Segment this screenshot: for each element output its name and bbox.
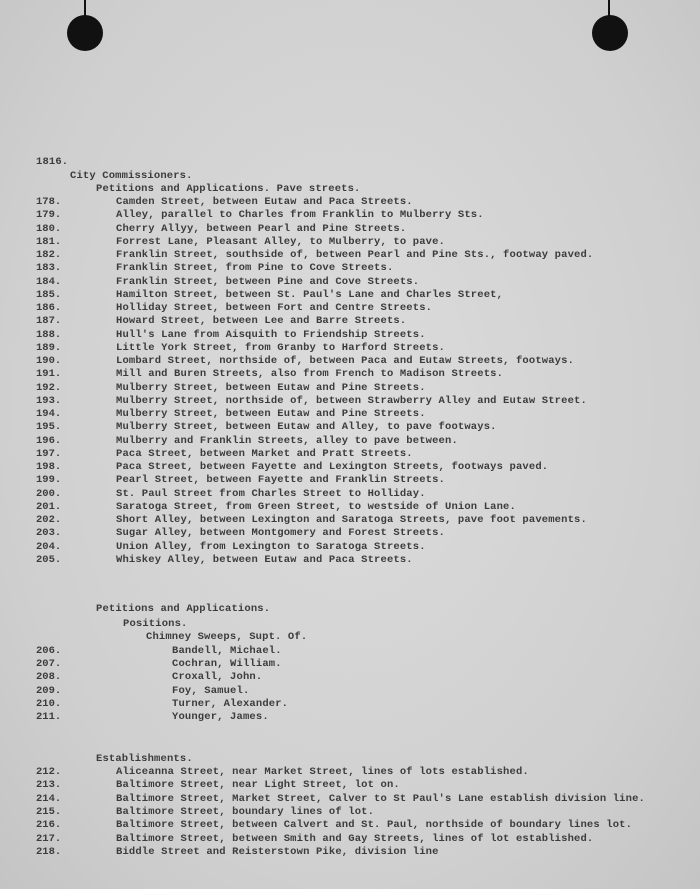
entry-text: Bandell, Michael. (172, 645, 282, 657)
entry-number: 182. (36, 249, 62, 261)
entry-text: Baltimore Street, between Calvert and St. Paul, northside of boundary lines lot. (116, 819, 633, 832)
entry-text: Franklin Street, southside of, between Pearl and Pine Sts., footway paved. (116, 249, 594, 261)
entry-text: Hull's Lane from Aisquith to Friendship Streets. (116, 328, 426, 341)
entry-text: Saratoga Street, from Green Street, to westside of Union Lane. (116, 500, 516, 513)
entry-text: Cochran, William. (172, 658, 282, 671)
entry-number: 207. (36, 658, 62, 671)
entry-text: Baltimore Street, Market Street, Calver to St Paul's Lane establish division line. (116, 792, 645, 805)
entry-number: 185. (36, 288, 62, 301)
entry-number: 208. (36, 671, 62, 684)
entry-text: Turner, Alexander. (172, 697, 289, 710)
entry-number: 192. (36, 381, 62, 394)
entry-number: 195. (36, 421, 62, 434)
entry-number: 200. (36, 487, 62, 500)
entry-number: 199. (36, 474, 62, 487)
entry-number: 193. (36, 394, 62, 407)
positions-heading: Positions. (123, 618, 188, 630)
entry-text: Younger, James. (172, 711, 269, 723)
entry-number: 203. (36, 527, 62, 540)
entry-text: Mill and Buren Streets, also from French to Madison Streets. (116, 368, 504, 381)
entry-text: Howard Street, between Lee and Barre Streets. (116, 315, 407, 328)
petitions-heading: Petitions and Applications. (96, 603, 271, 615)
entry-number: 215. (36, 805, 62, 818)
entry-number: 205. (36, 553, 62, 566)
entry-text: St. Paul Street from Charles Street to Holliday. (116, 487, 426, 500)
entry-text: Mulberry and Franklin Streets, alley to pave between. (116, 434, 458, 447)
entry-number: 183. (36, 262, 62, 275)
entry-number: 189. (36, 341, 62, 354)
entry-number: 198. (36, 461, 62, 473)
entry-text: Hamilton Street, between St. Paul's Lane and Charles Street, (116, 288, 504, 301)
entry-text: Paca Street, between Fayette and Lexington Streets, footways paved. (116, 461, 549, 473)
subsection-heading: Petitions and Applications. Pave streets. (96, 183, 361, 195)
entry-text: Short Alley, between Lexington and Saratoga Streets, pave foot pavements. (116, 514, 587, 526)
entry-text: Little York Street, from Granby to Harford Streets. (116, 341, 446, 354)
year-heading: 1816. (36, 156, 69, 168)
entry-text: Franklin Street, from Pine to Cove Streets. (116, 262, 394, 275)
entry-text: Lombard Street, northside of, between Paca and Eutaw Streets, footways. (116, 355, 575, 367)
entry-text: Forrest Lane, Pleasant Alley, to Mulberry, to pave. (116, 235, 446, 248)
entry-number: 214. (36, 792, 62, 805)
entry-number: 206. (36, 645, 62, 657)
section-heading: City Commissioners. (70, 170, 193, 182)
entry-number: 188. (36, 328, 62, 341)
entry-text: Foy, Samuel. (172, 684, 250, 697)
entry-text: Sugar Alley, between Montgomery and Forest Streets. (116, 527, 446, 540)
entry-number: 191. (36, 368, 62, 381)
entry-number: 186. (36, 302, 62, 314)
entry-number: 187. (36, 315, 62, 328)
entry-text: Mulberry Street, between Eutaw and Pine Streets. (116, 408, 426, 420)
entry-number: 201. (36, 500, 62, 513)
entry-text: Baltimore Street, boundary lines of lot. (116, 805, 375, 818)
entry-text: Paca Street, between Market and Pratt Streets. (116, 447, 413, 460)
entry-text: Mulberry Street, northside of, between Strawberry Alley and Eutaw Street. (116, 394, 587, 407)
entry-text: Croxall, John. (172, 671, 263, 684)
entry-number: 216. (36, 819, 62, 832)
entry-number: 218. (36, 845, 62, 858)
entry-text: Camden Street, between Eutaw and Paca Streets. (116, 196, 413, 208)
entry-text: Mulberry Street, between Eutaw and Alley, to pave footways. (116, 421, 497, 434)
entry-number: 196. (36, 434, 62, 447)
entry-number: 179. (36, 209, 62, 222)
entry-number: 178. (36, 196, 62, 208)
entry-text: Alley, parallel to Charles from Franklin to Mulberry Sts. (116, 209, 484, 222)
entry-text: Mulberry Street, between Eutaw and Pine Streets. (116, 381, 426, 394)
punch-hole-right (592, 15, 628, 51)
entry-number: 190. (36, 355, 62, 367)
entry-text: Baltimore Street, near Light Street, lot on. (116, 779, 400, 792)
entry-number: 211. (36, 711, 62, 723)
entry-text: Holliday Street, between Fort and Centre Streets. (116, 302, 433, 314)
chimney-sweeps-heading: Chimney Sweeps, Supt. Of. (146, 631, 308, 643)
entry-number: 213. (36, 779, 62, 792)
entry-text: Union Alley, from Lexington to Saratoga Streets. (116, 540, 426, 553)
entry-number: 194. (36, 408, 62, 420)
entry-number: 202. (36, 514, 62, 526)
entry-text: Aliceanna Street, near Market Street, lines of lots established. (116, 766, 529, 778)
entry-text: Pearl Street, between Fayette and Franklin Streets. (116, 474, 446, 487)
entry-number: 217. (36, 832, 62, 845)
entry-text: Cherry Allyy, between Pearl and Pine Streets. (116, 222, 407, 235)
entry-text: Baltimore Street, between Smith and Gay Streets, lines of lot established. (116, 832, 594, 845)
entry-number: 204. (36, 540, 62, 553)
entry-number: 209. (36, 684, 62, 697)
entry-text: Whiskey Alley, between Eutaw and Paca Streets. (116, 553, 413, 566)
establishments-heading: Establishments. (96, 753, 193, 765)
punch-hole-left (67, 15, 103, 51)
entry-text: Franklin Street, between Pine and Cove Streets. (116, 275, 420, 288)
entry-number: 184. (36, 275, 62, 288)
entry-number: 180. (36, 222, 62, 235)
entry-number: 197. (36, 447, 62, 460)
entry-number: 210. (36, 697, 62, 710)
entry-text: Biddle Street and Reisterstown Pike, division line (116, 845, 439, 858)
entry-number: 181. (36, 235, 62, 248)
entry-number: 212. (36, 766, 62, 778)
